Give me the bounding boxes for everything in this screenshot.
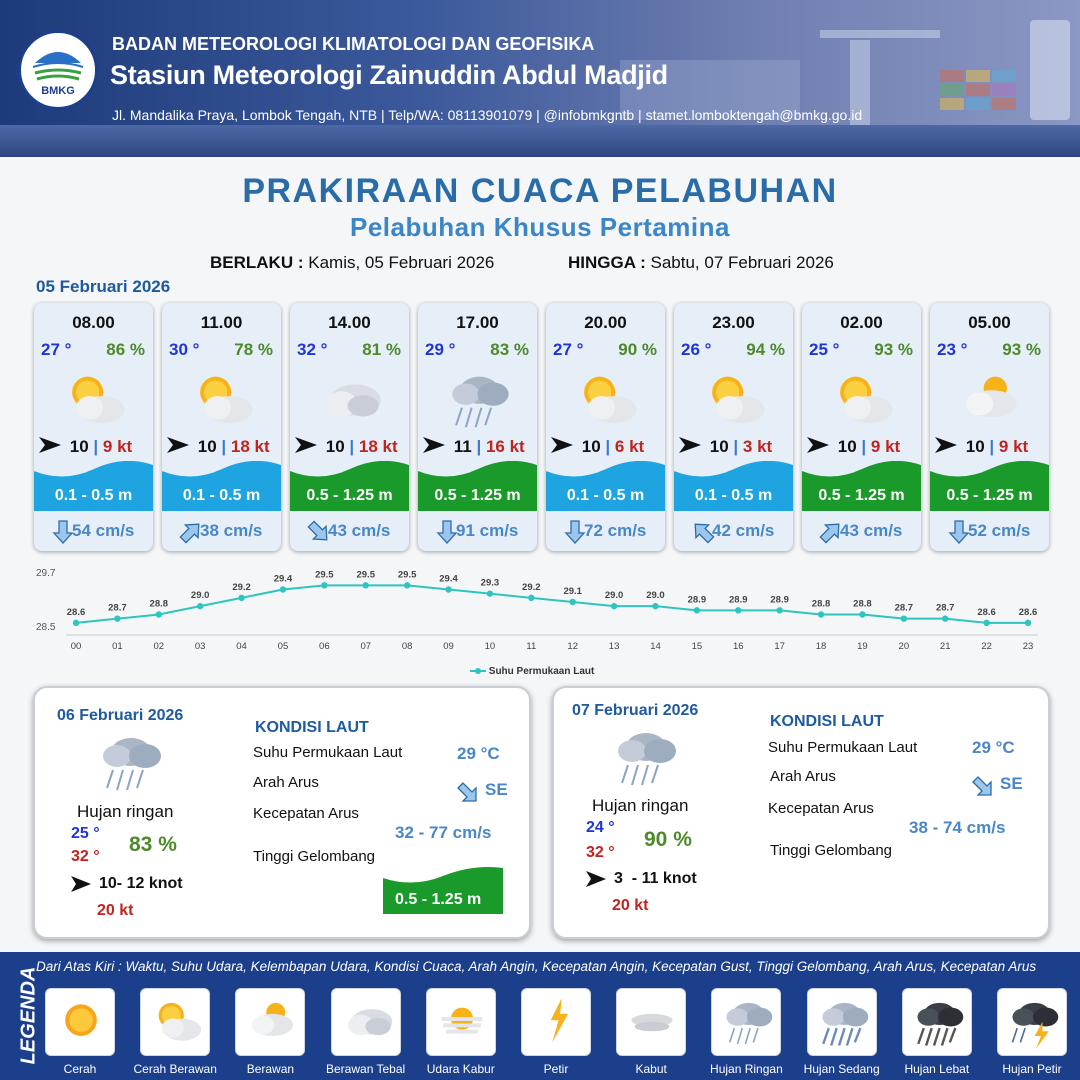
card-current [418, 517, 537, 545]
forecast-card [674, 303, 793, 551]
card-current [674, 517, 793, 545]
legend-label: Cerah Berawan [133, 1062, 217, 1076]
legend-item [702, 988, 790, 1076]
current-dir-label: Arah Arus [770, 768, 836, 785]
x-tick-label: 15 [691, 641, 703, 652]
day-gust: 20 kt [97, 902, 134, 919]
current-speed-value: 38 - 74 cm/s [909, 818, 1006, 837]
card-wave-height: 0.1 - 0.5 m [182, 487, 261, 504]
legend-label: Kabut [635, 1062, 667, 1076]
sst-data-label: 28.7 [935, 602, 955, 614]
header-floor [0, 125, 1080, 157]
card-time: 05.00 [968, 313, 1011, 332]
day-date: 06 Februari 2026 [57, 707, 184, 724]
forecast-card [34, 303, 153, 551]
hujan-lebat-icon [902, 988, 972, 1056]
legend-label: Hujan Lebat [904, 1062, 970, 1076]
x-tick-label: 21 [939, 641, 951, 652]
card-current-speed: 72 cm/s [584, 521, 647, 540]
bmkg-logo [18, 30, 98, 110]
card-gust: 18 kt [230, 437, 270, 456]
forecast-card [162, 303, 281, 551]
card-gust: 16 kt [485, 437, 525, 456]
legend-label: Berawan [246, 1062, 295, 1076]
agency-name: BADAN METEOROLOGI KLIMATOLOGI DAN GEOFISIKA [112, 34, 595, 54]
card-separator: | [861, 437, 867, 456]
cerah-berawan-icon [696, 365, 771, 433]
y-tick-label: 28.5 [36, 622, 56, 633]
card-gust: 9 kt [870, 437, 901, 456]
sst-point [818, 611, 824, 617]
cerah-berawan-icon [56, 365, 131, 433]
card-temperature: 27 ° [41, 340, 72, 359]
berawan-tebal-icon [312, 365, 387, 433]
card-gust: 9 kt [998, 437, 1029, 456]
sst-data-label: 28.8 [149, 598, 169, 610]
wind-arrow-icon [807, 437, 833, 458]
card-wind-speed: 10 [69, 437, 89, 456]
wind-arrow-icon [167, 437, 193, 458]
cerah-berawan-icon [140, 988, 210, 1056]
wind-arrow-icon [679, 437, 705, 458]
card-wave-height: 0.5 - 1.25 m [306, 487, 393, 504]
card-wave-height: 0.5 - 1.25 m [946, 487, 1033, 504]
card-separator: | [476, 437, 482, 456]
card-wind-speed: 10 [709, 437, 729, 456]
sst-data-label: 29.3 [480, 577, 500, 589]
page-subtitle: Pelabuhan Khusus Pertamina [350, 212, 730, 242]
legend-bar [0, 952, 1080, 1080]
hujan-ringan-icon [606, 723, 686, 793]
card-humidity: 86 % [106, 340, 145, 359]
card-time: 17.00 [456, 313, 499, 332]
sst-data-label: 28.6 [66, 606, 86, 618]
day-temp-max: 32 ° [71, 848, 100, 865]
card-wind-speed: 10 [581, 437, 601, 456]
card-current-speed: 38 cm/s [200, 521, 263, 540]
sst-value: 29 °C [457, 744, 500, 763]
sst-point [942, 615, 948, 621]
card-time: 14.00 [328, 313, 371, 332]
card-gust: 9 kt [102, 437, 133, 456]
day-wind: 3 - 11 knot [614, 870, 697, 887]
card-temperature: 25 ° [809, 340, 840, 359]
card-gust: 18 kt [358, 437, 398, 456]
card-humidity: 83 % [490, 340, 529, 359]
x-tick-label: 10 [484, 641, 496, 652]
forecast-card [418, 303, 537, 551]
legend-item [607, 988, 695, 1076]
day-wind: 10- 12 knot [99, 875, 183, 892]
hujan-ringan-icon [440, 365, 515, 433]
day-temp-max: 32 ° [586, 844, 615, 861]
legend-label: Petir [543, 1062, 569, 1076]
legend-label: Hujan Sedang [803, 1062, 880, 1076]
sst-series-line [76, 585, 1028, 623]
wave-value: 0.5 - 1.25 m [395, 891, 482, 908]
berawan-icon [235, 988, 305, 1056]
card-humidity: 90 % [618, 340, 657, 359]
current-speed-label: Kecepatan Arus [768, 800, 874, 817]
wind-arrow-icon [295, 437, 321, 458]
hourly-forecast-cards [34, 303, 1050, 551]
legend-item [322, 988, 410, 1076]
sst-point [321, 582, 327, 588]
card-wave-height: 0.1 - 0.5 m [54, 487, 133, 504]
sst-point [652, 603, 658, 609]
validity-to [568, 253, 834, 273]
card-current-speed: 52 cm/s [968, 521, 1031, 540]
card-temperature: 26 ° [681, 340, 712, 359]
sst-data-label: 28.8 [811, 598, 831, 610]
validity-from-label: BERLAKU : [210, 253, 304, 272]
card-temperature: 32 ° [297, 340, 328, 359]
hujan-ringan-icon [711, 988, 781, 1056]
sst-point [280, 586, 286, 592]
x-tick-label: 19 [857, 641, 868, 652]
sst-point [983, 620, 989, 626]
sst-point [404, 582, 410, 588]
current-speed-label: Kecepatan Arus [253, 805, 359, 822]
card-time: 02.00 [840, 313, 883, 332]
wind-arrow-icon [423, 437, 449, 458]
x-tick-label: 01 [112, 641, 123, 652]
sst-point [569, 599, 575, 605]
card-separator: | [989, 437, 995, 456]
chart-legend-label: Suhu Permukaan Laut [488, 666, 595, 677]
forecast-card [546, 303, 665, 551]
sst-data-label: 28.7 [894, 602, 914, 614]
validity-from-value: Kamis, 05 Februari 2026 [308, 253, 495, 272]
day-condition: Hujan ringan [77, 802, 174, 821]
sst-data-label: 28.9 [729, 594, 748, 606]
arrow-down-right-icon [455, 780, 481, 806]
day-humidity: 83 % [129, 833, 177, 856]
legend-item [226, 988, 314, 1076]
sst-point [859, 611, 865, 617]
wave-label: Tinggi Gelombang [253, 848, 376, 865]
sst-point [197, 603, 203, 609]
x-tick-label: 07 [360, 641, 372, 652]
x-tick-label: 04 [236, 641, 247, 652]
sst-point [156, 611, 162, 617]
sst-point [73, 620, 79, 626]
legend-item [417, 988, 505, 1076]
validity-to-value: Sabtu, 07 Februari 2026 [650, 253, 834, 272]
hujan-ringan-icon [91, 728, 171, 798]
berawan-icon [952, 365, 1027, 433]
sst-point [735, 607, 741, 613]
sst-data-label: 29.4 [439, 573, 458, 585]
cerah-berawan-icon [824, 365, 899, 433]
x-tick-label: 08 [401, 641, 413, 652]
card-current [34, 517, 153, 545]
x-tick-label: 06 [319, 641, 330, 652]
card-wave-height: 0.5 - 1.25 m [818, 487, 905, 504]
sst-data-label: 29.5 [315, 569, 334, 581]
sst-point [1025, 620, 1031, 626]
card-humidity: 78 % [234, 340, 273, 359]
sea-title: KONDISI LAUT [255, 719, 369, 736]
day-temp-min: 24 ° [586, 819, 615, 836]
cerah-icon [45, 988, 115, 1056]
card-current [546, 517, 665, 545]
petir-icon [521, 988, 591, 1056]
chart-legend [470, 666, 594, 677]
cerah-berawan-icon [568, 365, 643, 433]
arrow-down-right-icon [970, 774, 996, 800]
sst-data-label: 29.1 [563, 586, 582, 597]
card-time: 20.00 [584, 313, 627, 332]
card-humidity: 94 % [746, 340, 785, 359]
current-dir-value: SE [485, 780, 508, 799]
current-speed-value: 32 - 77 cm/s [395, 823, 492, 842]
card-wind-speed: 10 [837, 437, 857, 456]
card-humidity: 93 % [874, 340, 913, 359]
card-wind [935, 437, 1045, 458]
legend-item [36, 988, 124, 1076]
forecast-card [290, 303, 409, 551]
cerah-berawan-icon [184, 365, 259, 433]
sst-point [238, 595, 244, 601]
x-tick-label: 00 [70, 641, 82, 652]
card-current-speed: 91 cm/s [456, 521, 519, 540]
sst-data-label: 29.4 [273, 573, 293, 585]
berawan-tebal-icon [331, 988, 401, 1056]
card-current-speed: 43 cm/s [840, 521, 903, 540]
x-tick-label: 09 [443, 641, 454, 652]
legend-item [798, 988, 886, 1076]
day-panel-06 [33, 686, 531, 939]
sst-data-label: 28.6 [977, 606, 996, 618]
wind-arrow-icon [586, 871, 606, 887]
x-tick-label: 14 [650, 641, 661, 652]
forecast-card [930, 303, 1049, 551]
wind-arrow-icon [935, 437, 961, 458]
day1-date: 05 Februari 2026 [36, 277, 171, 296]
sst-point [528, 595, 534, 601]
sst-point [694, 607, 700, 613]
card-wind [423, 437, 533, 458]
legend-item [512, 988, 600, 1076]
day-condition: Hujan ringan [592, 796, 689, 815]
legend-description: Dari Atas Kiri : Waktu, Suhu Udara, Kelembapan Udara, Kondisi Cuaca, Arah Angin, Kecepatan Angin, Kecepatan Gust, Tinggi Gelombang, Arah Arus, Kecepatan Arus [36, 959, 1037, 974]
y-tick-label: 29.7 [36, 568, 56, 579]
sst-data-label: 28.7 [108, 602, 127, 614]
hujan-sedang-icon [807, 988, 877, 1056]
sst-point [363, 582, 369, 588]
validity-from [210, 253, 494, 273]
card-wind [167, 437, 277, 458]
sst-data-label: 28.9 [687, 594, 707, 606]
card-wind [807, 437, 917, 458]
x-tick-label: 13 [608, 641, 620, 652]
current-dir-label: Arah Arus [253, 774, 319, 791]
card-current [162, 517, 281, 545]
sst-data-label: 29.2 [522, 581, 541, 593]
wind-arrow-icon [551, 437, 577, 458]
card-current [930, 517, 1049, 545]
card-wind-speed: 10 [325, 437, 345, 456]
card-separator: | [221, 437, 227, 456]
page-title: PRAKIRAAN CUACA PELABUHAN [242, 172, 838, 210]
sst-data-label: 28.8 [853, 598, 872, 610]
card-wave-height: 0.1 - 0.5 m [566, 487, 645, 504]
card-current [802, 517, 921, 545]
sst-data-label: 29.0 [190, 590, 210, 602]
legend-label: Cerah [63, 1062, 97, 1076]
kabut-icon [616, 988, 686, 1056]
card-humidity: 81 % [362, 340, 401, 359]
card-time: 23.00 [712, 313, 755, 332]
sea-title: KONDISI LAUT [770, 713, 884, 730]
card-temperature: 27 ° [553, 340, 584, 359]
card-wind-speed: 10 [965, 437, 985, 456]
sst-label: Suhu Permukaan Laut [253, 744, 403, 761]
sst-point [114, 615, 120, 621]
legend-label: Udara Kabur [426, 1062, 495, 1076]
sst-data-label: 29.0 [604, 590, 624, 602]
card-gust: 3 kt [742, 437, 773, 456]
legend-label: Hujan Petir [1002, 1062, 1062, 1076]
card-separator: | [93, 437, 99, 456]
card-current-speed: 54 cm/s [72, 521, 135, 540]
card-temperature: 23 ° [937, 340, 968, 359]
station-contact: Jl. Mandalika Praya, Lombok Tengah, NTB | Telp/WA: 08113901079 | @infobmkgntb | stamet.lomboktengah@bmkg.go.id [112, 107, 863, 123]
card-wind [39, 437, 149, 458]
legend-item [893, 988, 981, 1076]
x-tick-label: 22 [981, 641, 992, 652]
header-banner [0, 0, 1080, 157]
card-temperature: 29 ° [425, 340, 456, 359]
x-tick-label: 20 [898, 641, 910, 652]
legend-item [988, 988, 1076, 1076]
day-panel-07 [552, 686, 1050, 939]
wind-arrow-icon [39, 437, 65, 458]
card-current-speed: 43 cm/s [328, 521, 391, 540]
legend-item [131, 988, 219, 1076]
legend-label: Berawan Tebal [326, 1062, 406, 1076]
x-tick-label: 16 [732, 641, 744, 652]
card-separator: | [733, 437, 739, 456]
logo-text: BMKG [41, 85, 75, 97]
udara-kabur-icon [426, 988, 496, 1056]
hujan-petir-icon [997, 988, 1067, 1056]
card-wind [295, 437, 405, 458]
wind-arrow-icon [71, 876, 91, 892]
x-tick-label: 12 [567, 641, 578, 652]
validity-to-label: HINGGA : [568, 253, 646, 272]
day-humidity: 90 % [644, 828, 692, 851]
card-current-speed: 42 cm/s [712, 521, 775, 540]
sst-data-label: 28.6 [1018, 606, 1038, 618]
card-wind [551, 437, 661, 458]
current-dir-value: SE [1000, 774, 1023, 793]
day-temp-min: 25 ° [71, 825, 100, 842]
legend-label: Hujan Ringan [710, 1062, 783, 1076]
sst-label: Suhu Permukaan Laut [768, 739, 918, 756]
card-separator: | [349, 437, 355, 456]
day-date: 07 Februari 2026 [572, 702, 699, 719]
x-tick-label: 03 [194, 641, 206, 652]
card-wind [679, 437, 789, 458]
card-gust: 6 kt [614, 437, 645, 456]
forecast-card [802, 303, 921, 551]
x-tick-label: 05 [277, 641, 289, 652]
x-tick-label: 18 [815, 641, 827, 652]
card-time: 11.00 [200, 313, 243, 332]
legend-title: LEGENDA [17, 966, 40, 1065]
x-tick-label: 23 [1022, 641, 1034, 652]
card-time: 08.00 [72, 313, 115, 332]
card-wind-speed: 10 [197, 437, 217, 456]
x-tick-label: 11 [526, 641, 537, 652]
card-separator: | [605, 437, 611, 456]
card-current [290, 517, 409, 545]
sst-point [445, 586, 451, 592]
sst-data-label: 29.2 [232, 581, 251, 593]
wave-label: Tinggi Gelombang [770, 842, 893, 859]
sst-data-label: 29.5 [356, 569, 375, 581]
x-tick-label: 17 [774, 641, 785, 652]
sst-data-label: 29.5 [397, 569, 417, 581]
card-wave-height: 0.5 - 1.25 m [434, 487, 521, 504]
sst-point [611, 603, 617, 609]
sst-point [776, 607, 782, 613]
sst-point [901, 615, 907, 621]
card-wind-speed: 11 [453, 437, 472, 456]
station-name: Stasiun Meteorologi Zainuddin Abdul Madjid [110, 60, 668, 90]
sst-data-label: 28.9 [770, 594, 789, 606]
sst-value: 29 °C [972, 738, 1015, 757]
card-humidity: 93 % [1002, 340, 1041, 359]
sst-data-label: 29.0 [646, 590, 665, 602]
x-tick-label: 02 [153, 641, 165, 652]
sst-point [487, 590, 493, 596]
card-wave-height: 0.1 - 0.5 m [694, 487, 773, 504]
day-gust: 20 kt [612, 897, 649, 914]
card-temperature: 30 ° [169, 340, 200, 359]
